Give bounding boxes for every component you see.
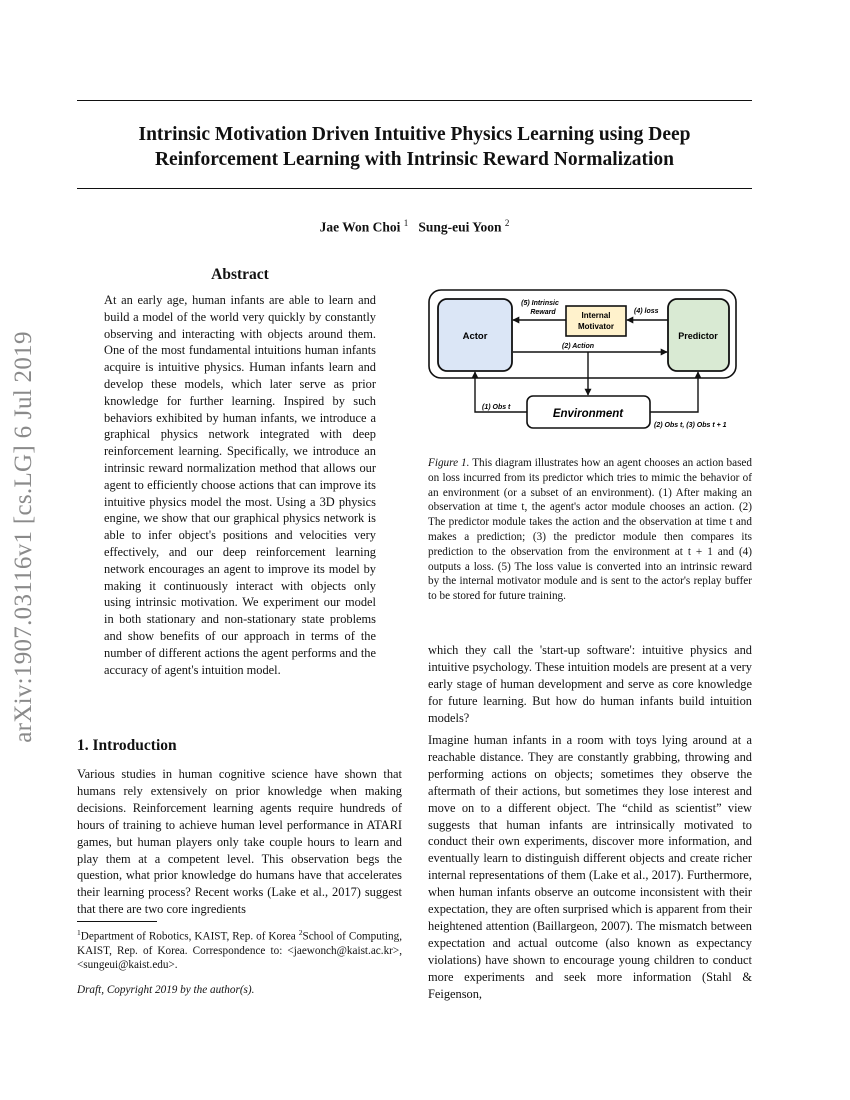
section-heading-introduction: 1. Introduction xyxy=(77,737,177,754)
obs-next-label: (2) Obs t, (3) Obs t + 1 xyxy=(654,422,727,429)
arxiv-identifier: arXiv:1907.03116v1 [cs.LG] 6 Jul 2019 xyxy=(10,331,37,743)
reward-label-line1: (5) Intrinsic xyxy=(521,300,559,307)
motivator-label-line1: Internal xyxy=(581,311,611,320)
author-name: Sung-eui Yoon xyxy=(418,219,502,235)
author-list xyxy=(77,218,752,236)
abstract-heading: Abstract xyxy=(211,266,269,283)
footnote-mark: 1 xyxy=(77,928,81,937)
environment-label: Environment xyxy=(552,408,624,420)
loss-label: (4) loss xyxy=(634,308,659,315)
title-bottom-rule xyxy=(77,188,752,189)
abstract-body: At an early age, human infants are able to learn and build a model of the world very quickly by constantly observing and interacting with objects around them. One of the most fundamental intuitions human infants acquire is intuitive physics. Human infants learn and develop these models, which later serve as prior knowledge for further learning. Inspired by such behaviors exhibited by human infants, we introduce a graphical physics network integrated with deep reinforcement learning. Specifically, we introduce an intrinsic reward normalization method that allows our agent to efficiently choose actions that can improve its intuitive physics model the most. Using a 3D physics engine, we show that our graphical physics network is able to infer object's positions and velocities very effectively, and our deep reinforcement learning network encourages an agent to improve its model by making it continuously interact with objects only using intrinsic motivation. We experiment our model in both stationary and non-stationary state problems and show benefits of our approach in terms of the number of different actions the agent performs and the accuracy of agent's intuition model. xyxy=(104,293,376,677)
paper-title xyxy=(77,122,752,172)
action-label: (2) Action xyxy=(561,343,595,350)
title-line-2: Reinforcement Learning with Intrinsic Reward Normalization xyxy=(154,149,675,170)
footnote-affiliation: Department of Robotics, KAIST, Rep. of Korea xyxy=(80,930,299,943)
obs-t-label: (1) Obs t xyxy=(482,404,511,411)
motivator-label-line2: Motivator xyxy=(578,322,614,331)
caption-text: This diagram illustrates how an agent chooses an action based on loss incurred from its predictor which tries to mimic the behavior of an environment (or a subset of an environment). (1) After making an observation at time t, the agent's actor module chooses an action. (2) The predictor module takes the action and the observation at time t and makes a prediction; (3) the predictor module then compares its prediction to the observation from the environment at t + 1 and (4) outputs a loss. (5) The loss value is converted into an intrinsic reward by the internal motivator module and is sent to the actor's replay buffer to be stored for future training. xyxy=(428,457,752,603)
footnote-mark: 2 xyxy=(298,928,303,937)
caption-label: Figure 1. xyxy=(428,457,470,469)
actor-label: Actor xyxy=(462,331,488,342)
figure-diagram xyxy=(428,289,740,435)
introduction-paragraph: Various studies in human cognitive science have shown that humans rely extensively on prior knowledge when making decisions. Reinforcement learning agents require hundreds of hours of training to achieve human level performance in ATARI games, but human players only take couple hours to learn and play them at a competent level. This observation begs the question, what prior knowledge do humans have that accelerates their learning process? Recent works (Lake et al., 2017) suggest that there are two core ingredients xyxy=(77,767,402,917)
right-column-paragraph-2: Imagine human infants in a room with toys lying around at a reachable distance. They are constantly grabbing, throwing and performing actions on objects; sometimes they observe the aftermath of their actions, but sometimes they lose interest and move on to a different object. The “child as scientist” view suggests that human infants are intrinsically motivated to conduct their own experiments, discover more information, and eventually learn to distinguish different objects and create richer internal representations of them (Lake et al., 2017). Furthermore, when human infants observe an outcome inconsistent with their expectation, they are often surprised which is apparent from their heightened attention (Baillargeon, 2007). The mismatch between expectation and actual outcome (also known as expectancy violations) have shown to encourage young children to conduct more experiments and seek more information (Stahl & Feigenson, xyxy=(428,733,752,1001)
arxiv-stamp xyxy=(2,302,46,772)
draft-note: Draft, Copyright 2019 by the author(s). xyxy=(77,984,255,996)
right-column-paragraph-1: which they call the 'start-up software': intuitive physics and intuitive psychology. These intuition models are present at a very early stage of human development and serve as core knowledge for future learning. But how do human infants build intuition models? xyxy=(428,643,752,725)
footnote-rule xyxy=(77,921,157,922)
predictor-label: Predictor xyxy=(678,331,718,341)
figure-caption xyxy=(428,456,752,604)
footnote-correspondence: School of Computing, KAIST, Rep. of Korea. Correspondence to: <jaewonch@kaist.ac.kr>, <sungeui@kaist.edu>. xyxy=(77,930,402,972)
reward-label-line2: Reward xyxy=(530,309,556,316)
top-rule xyxy=(77,100,752,101)
author-name: Jae Won Choi xyxy=(319,219,401,235)
title-line-1: Intrinsic Motivation Driven Intuitive Physics Learning using Deep xyxy=(138,124,691,145)
affiliation-mark: 2 xyxy=(504,218,510,228)
footnote xyxy=(77,926,402,973)
affiliation-mark: 1 xyxy=(403,218,409,228)
